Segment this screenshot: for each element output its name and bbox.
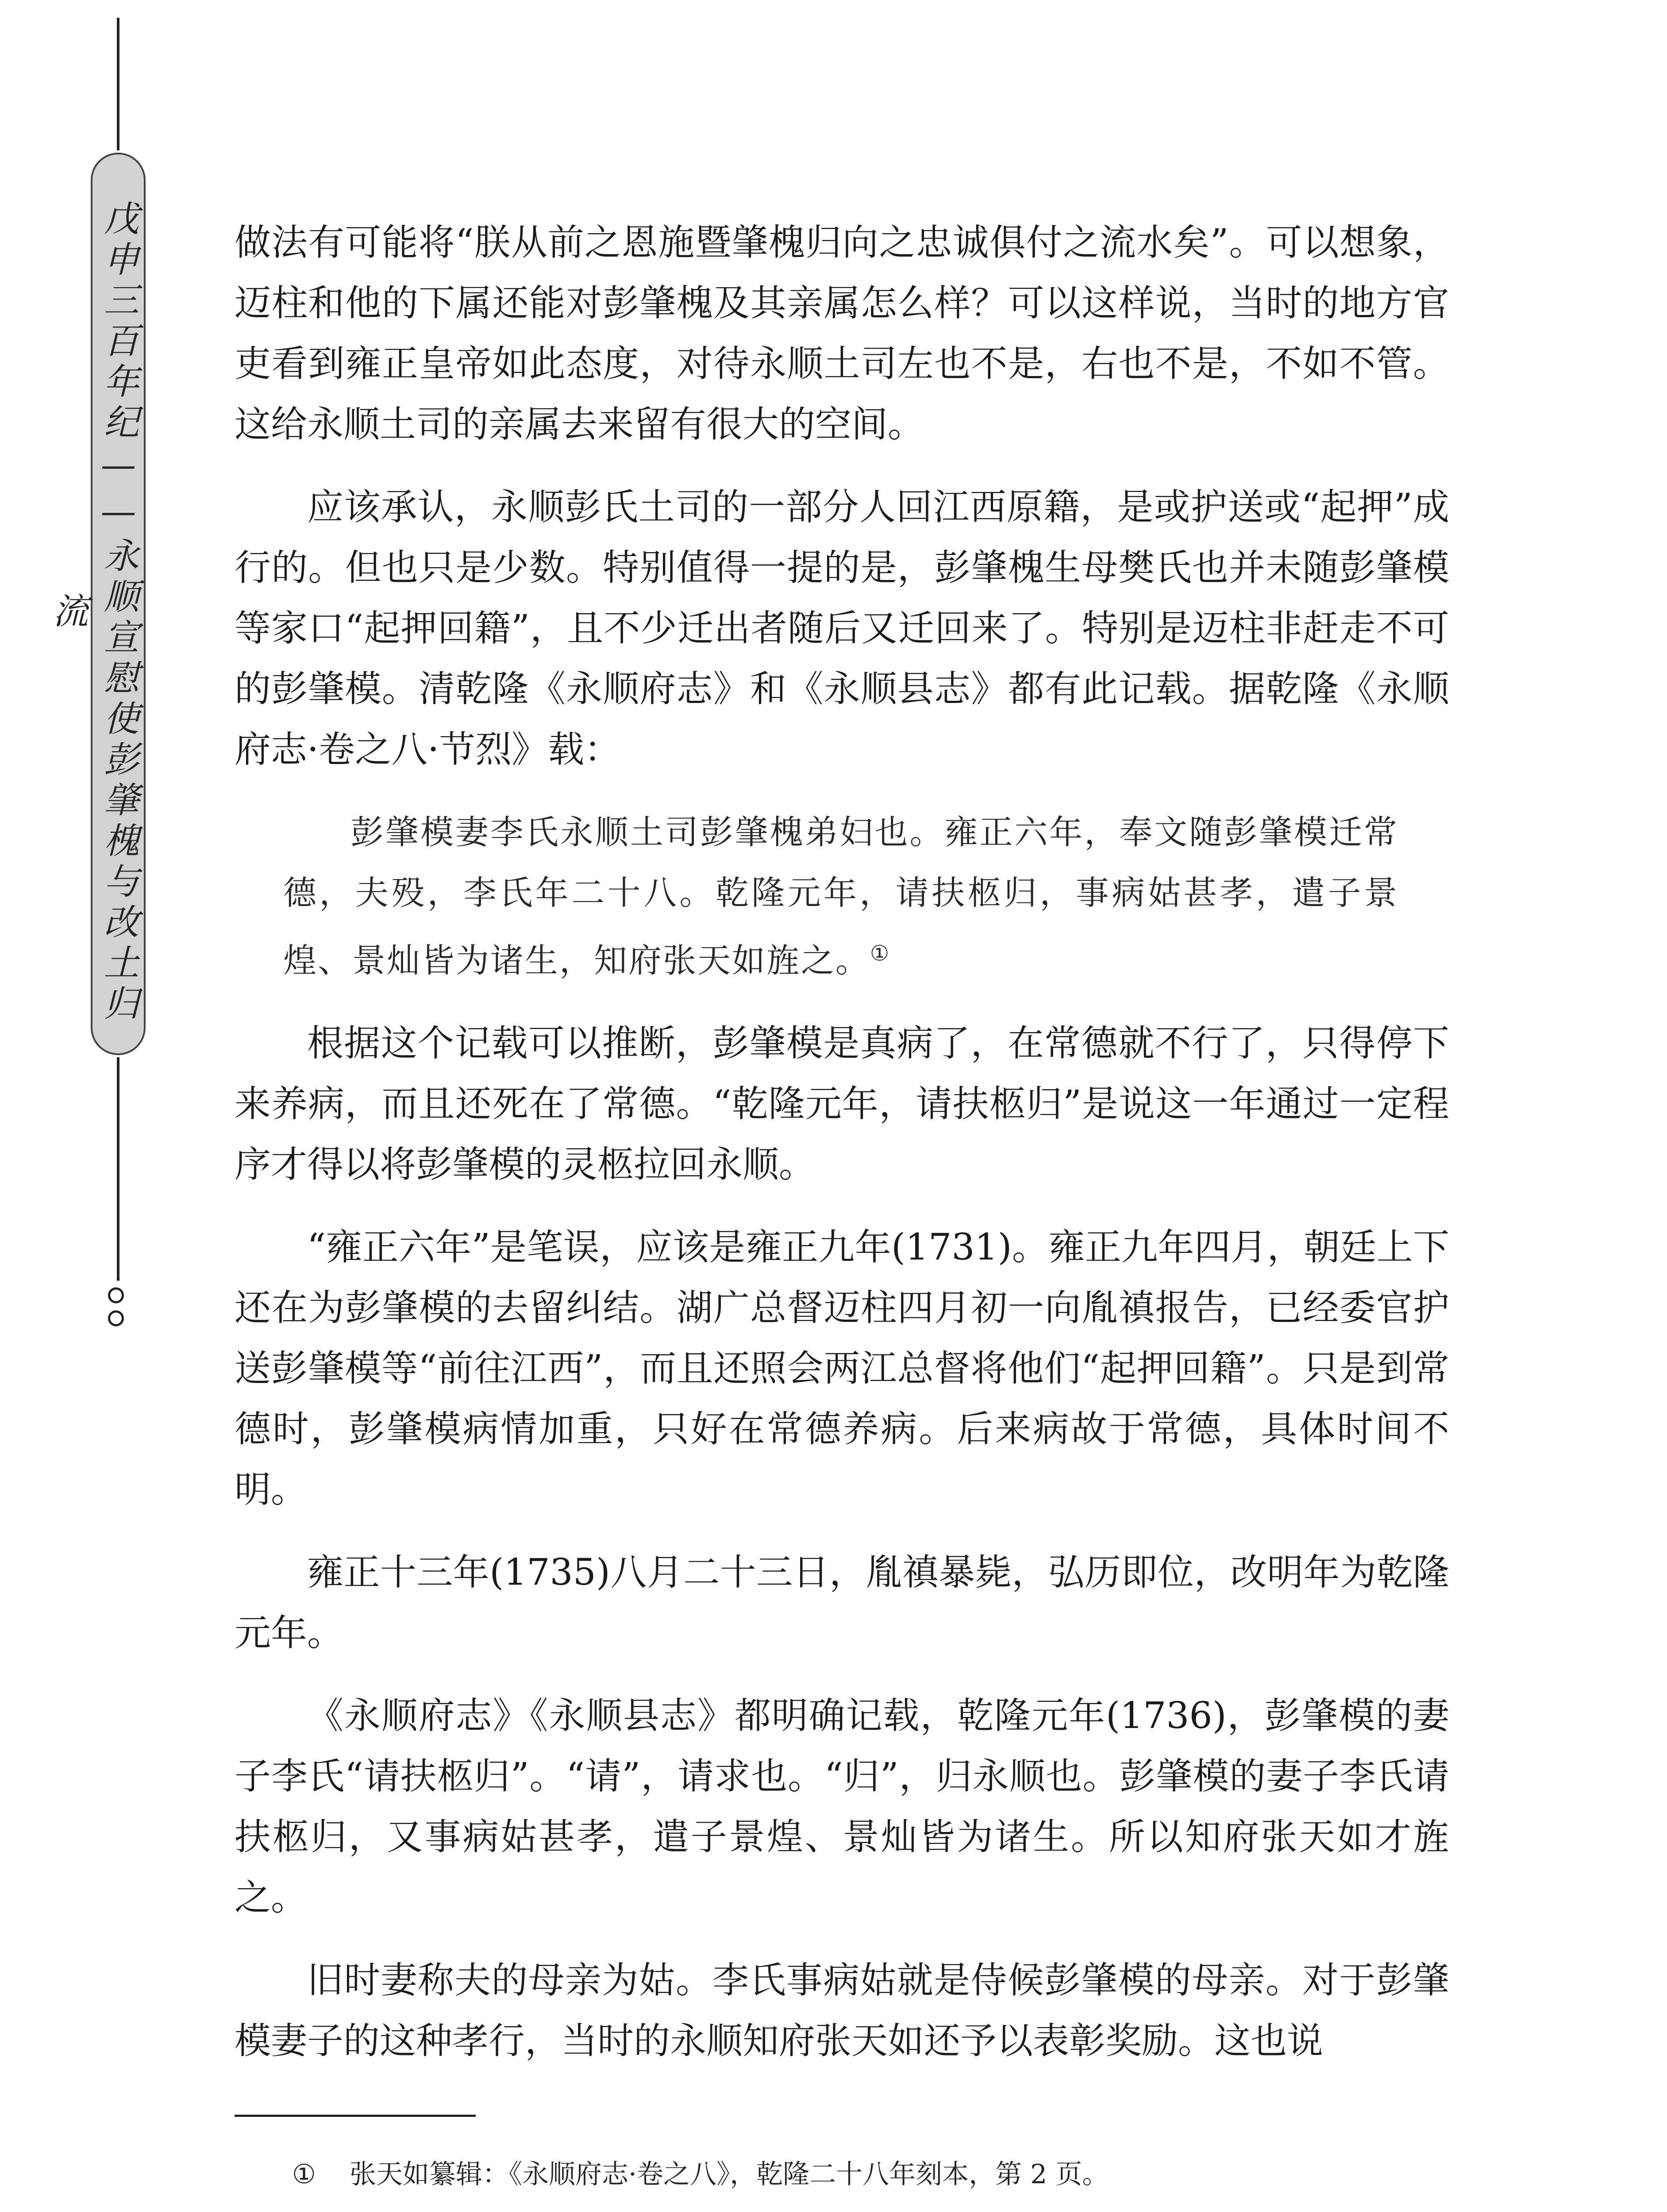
body-paragraph: 根据这个记载可以推断，彭肇模是真病了，在常德就不行了，只得停下来养病，而且还死在了常德。“乾隆元年，请扶柩归”是说这一年通过一定程序才得以将彭肇模的灵柩拉回永顺。: [235, 1022, 1449, 1186]
footnote-reference[interactable]: ①: [870, 941, 891, 966]
side-rule-bottom: [117, 1057, 119, 1281]
body-paragraph: 雍正十三年(1735)八月二十三日，胤禛暴毙，弘历即位，改明年为乾隆元年。: [235, 1551, 1449, 1654]
footnote-number: ①: [292, 2159, 316, 2190]
footnote-text: 张天如纂辑：《永顺府志·卷之八》，乾隆二十八年刻本，第 2 页。: [350, 2159, 1109, 2190]
footnote-divider: [235, 2115, 476, 2117]
ornament-circle-icon: [108, 1287, 124, 1303]
page-body: [235, 212, 1449, 2071]
running-title-chapter: 永顺宣慰使彭肇槐与改土归流: [47, 537, 139, 1025]
footnote: [292, 2157, 1443, 2192]
running-title-dash: ——: [98, 444, 139, 537]
side-rule-top: [117, 18, 119, 150]
body-paragraph: 《永顺府志》《永顺县志》都明确记载，乾隆元年(1736)，彭肇模的妻子李氏“请扶柩归”。“请”，请求也。“归”，归永顺也。彭肇模的妻子李氏请扶柩归，又事病姑甚孝，遣子景煌、景灿皆为诸生。所以知府张天如才旌之。: [235, 1695, 1449, 1919]
block-quote: [283, 802, 1398, 991]
side-ornament: [108, 1287, 129, 1333]
body-paragraph: 旧时妻称夫的母亲为姑。李氏事病姑就是侍候彭肇模的母亲。对于彭肇模妻子的这种孝行，当时的永顺知府张天如还予以表彰奖励。这也说: [235, 1959, 1449, 2062]
body-paragraph: 做法有可能将“朕从前之恩施暨肇槐归向之忠诚俱付之流水矣”。可以想象，迈柱和他的下属还能对彭肇槐及其亲属怎么样？可以这样说，当时的地方官吏看到雍正皇帝如此态度，对待永顺土司左也不是，右也不是，不如不管。这给永顺土司的亲属去来留有很大的空间。: [235, 222, 1449, 445]
body-paragraph: 应该承认，永顺彭氏土司的一部分人回江西原籍，是或护送或“起押”成行的。但也只是少数。特别值得一提的是，彭肇槐生母樊氏也并未随彭肇模等家口“起押回籍”，且不少迁出者随后又迁回来了。特别是迈柱非赶走不可的彭肇模。清乾隆《永顺府志》和《永顺县志》都有此记载。据乾隆《永顺府志·卷之八·节烈》载：: [235, 486, 1449, 771]
block-quote-text: 彭肇模妻李氏永顺土司彭肇槐弟妇也。雍正六年，奉文随彭肇模迁常德，夫殁，李氏年二十八。乾隆元年，请扶柩归，事病姑甚孝，遣子景煌、景灿皆为诸生，知府张天如旌之。: [283, 813, 1398, 980]
running-title: [47, 199, 144, 1026]
ornament-circle-icon: [108, 1310, 124, 1326]
running-title-book: 戊申三百年纪: [98, 200, 139, 444]
body-paragraph: “雍正六年”是笔误，应该是雍正九年(1731)。雍正九年四月，朝廷上下还在为彭肇模的去留纠结。湖广总督迈柱四月初一向胤禛报告，已经委官护送彭肇模等“前往江西”，而且还照会两江总督将他们“起押回籍”。只是到常德时，彭肇模病情加重，只好在常德养病。后来病故于常德，具体时间不明。: [235, 1226, 1449, 1511]
